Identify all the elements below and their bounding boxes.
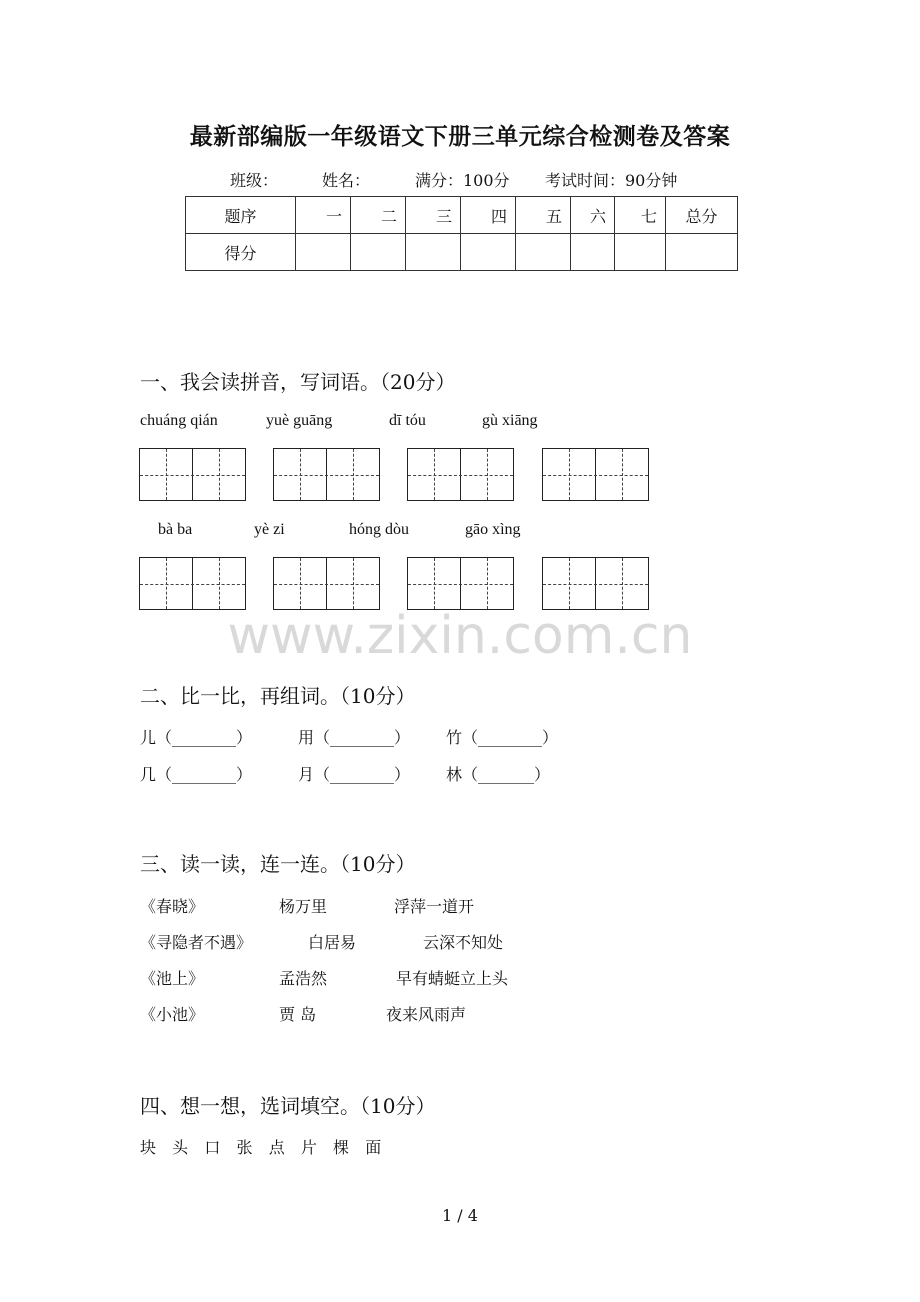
table-cell: 五 (516, 197, 571, 234)
pinyin-label: gù xiāng (482, 412, 538, 429)
writing-grid[interactable] (273, 557, 380, 610)
table-cell: 得分 (186, 234, 296, 271)
writing-grid[interactable] (407, 448, 514, 501)
score-cell[interactable] (406, 234, 461, 271)
score-cell[interactable] (296, 234, 351, 271)
poem-line: 早有蜻蜓立上头 (396, 969, 509, 988)
page-title: 最新部编版一年级语文下册三单元综合检测卷及答案 (189, 123, 731, 150)
score-table-score-row (186, 234, 738, 271)
class-label: 班级： (230, 171, 279, 190)
writing-grid[interactable] (407, 557, 514, 610)
pinyin-label: hóng dòu (349, 521, 409, 538)
poem-title: 《小池》 (140, 1005, 205, 1024)
writing-grid[interactable] (542, 448, 649, 501)
score-table-header-row (186, 197, 738, 234)
full-score-label: 满分：100分 (415, 171, 510, 190)
writing-grid[interactable] (139, 557, 246, 610)
poet-name: 贾 岛 (279, 1005, 317, 1024)
pinyin-label: yè zi (254, 521, 285, 538)
score-cell[interactable] (461, 234, 516, 271)
pinyin-label: bà ba (158, 521, 193, 538)
poem-line: 浮萍一道开 (394, 897, 475, 916)
word-blank[interactable]: 月（________） (298, 765, 411, 784)
name-label: 姓名： (322, 171, 371, 190)
word-blank[interactable]: 几（________） (140, 765, 253, 784)
score-table (185, 196, 738, 271)
score-cell[interactable] (571, 234, 615, 271)
writing-grid[interactable] (542, 557, 649, 610)
section-3-heading: 三、读一读，连一连。（10分） (140, 852, 416, 876)
watermark: www.zixin.com.cn (227, 606, 693, 666)
score-cell[interactable] (615, 234, 666, 271)
table-cell: 六 (571, 197, 615, 234)
word-blank[interactable]: 林（_______） (446, 765, 551, 784)
poet-name: 孟浩然 (279, 969, 328, 988)
section-4-heading: 四、想一想，选词填空。（10分） (140, 1094, 436, 1118)
word-blank[interactable]: 用（________） (298, 728, 411, 747)
pinyin-label: yuè guāng (266, 412, 333, 429)
table-cell: 七 (615, 197, 666, 234)
score-cell[interactable] (516, 234, 571, 271)
poem-line: 云深不知处 (423, 933, 504, 952)
poem-line: 夜来风雨声 (386, 1005, 467, 1024)
table-cell: 三 (406, 197, 461, 234)
writing-grid[interactable] (273, 448, 380, 501)
pinyin-label: dī tóu (389, 412, 426, 429)
poem-title: 《寻隐者不遇》 (140, 933, 253, 952)
exam-time-label: 考试时间：90分钟 (545, 171, 678, 190)
table-cell: 总分 (666, 197, 738, 234)
table-cell: 题序 (186, 197, 296, 234)
page-number: 1 / 4 (442, 1206, 478, 1225)
writing-grid[interactable] (139, 448, 246, 501)
section-1-heading: 一、我会读拼音，写词语。（20分） (140, 370, 456, 394)
section-2-heading: 二、比一比，再组词。（10分） (140, 684, 416, 708)
score-cell[interactable] (666, 234, 738, 271)
word-blank[interactable]: 儿（________） (140, 728, 253, 747)
pinyin-label: chuáng qián (140, 412, 218, 429)
word-bank: 块 头 口 张 点 片 棵 面 (140, 1138, 382, 1157)
word-blank[interactable]: 竹（________） (446, 728, 559, 747)
poem-title: 《池上》 (140, 969, 205, 988)
table-cell: 四 (461, 197, 516, 234)
pinyin-label: gāo xìng (465, 521, 521, 538)
table-cell: 二 (351, 197, 406, 234)
poet-name: 杨万里 (279, 897, 328, 916)
score-cell[interactable] (351, 234, 406, 271)
poet-name: 白居易 (308, 933, 357, 952)
table-cell: 一 (296, 197, 351, 234)
poem-title: 《春晓》 (140, 897, 205, 916)
